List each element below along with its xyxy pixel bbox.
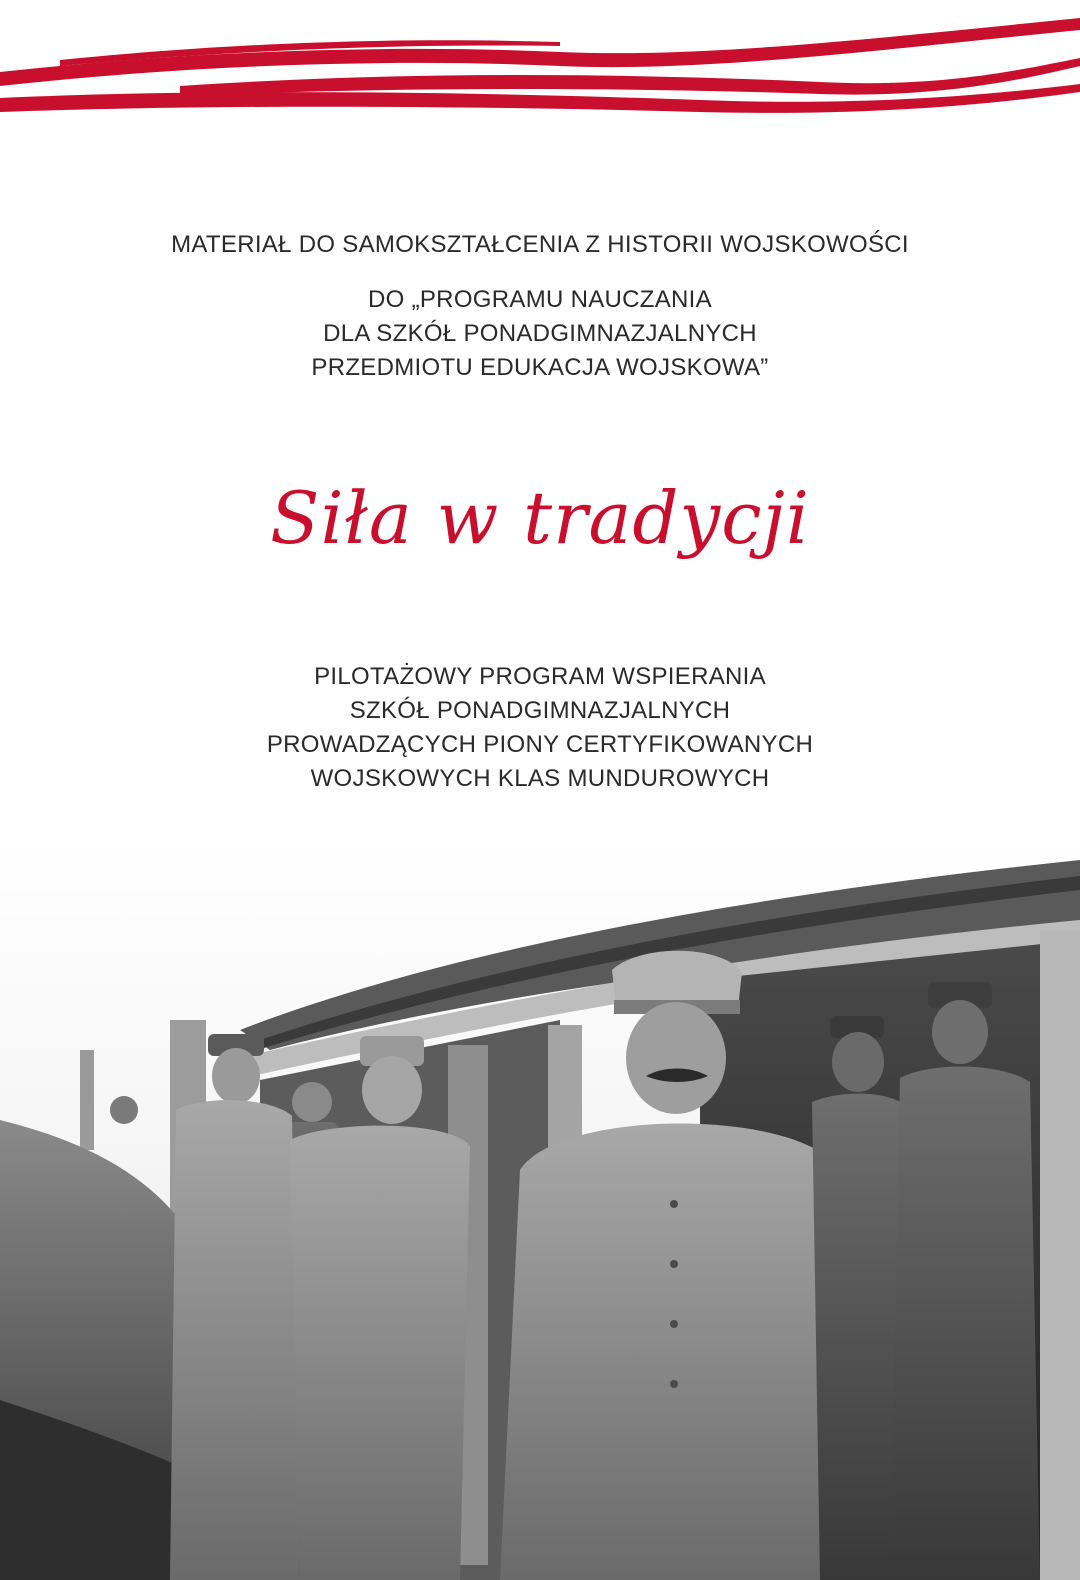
subtitle-pilot-line: SZKÓŁ PONADGIMNAZJALNYCH (349, 697, 731, 724)
subtitle-self-study-material: MATERIAŁ DO SAMOKSZTAŁCENIA Z HISTORII WOJSKOWOŚCI (171, 231, 909, 258)
photo-coat-button (670, 1380, 678, 1388)
photo-soldier-head (110, 1096, 138, 1124)
photo-soldier-body (170, 1100, 300, 1580)
photo-soldier-head (832, 1032, 884, 1092)
photo-soldier-head (932, 1000, 988, 1064)
red-ribbon-decoration (0, 0, 1080, 140)
photo-coat-button (670, 1260, 678, 1268)
photo-coat-button (670, 1200, 678, 1208)
historical-trench-photo (0, 840, 1080, 1580)
photo-soldier-head (292, 1082, 332, 1122)
subtitle-pilot-line: PILOTAŻOWY PROGRAM WSPIERANIA (314, 663, 766, 690)
photo-soldier-body (890, 1066, 1040, 1580)
subtitle-pilot-line: WOJSKOWYCH KLAS MUNDUROWYCH (310, 765, 770, 792)
subtitle-program-line: DO „PROGRAMU NAUCZANIA (368, 286, 712, 313)
photo-coat-button (670, 1320, 678, 1328)
subtitle-program-reference (0, 283, 1080, 385)
subtitle-program-line: DLA SZKÓŁ PONADGIMNAZJALNYCH (323, 320, 757, 347)
subtitle-pilot-program (0, 660, 1080, 796)
subtitle-program-line: PRZEDMIOTU EDUKACJA WOJSKOWA” (311, 354, 769, 381)
photo-officer-face (626, 1002, 726, 1114)
photo-soldier-head (212, 1048, 260, 1104)
book-title: Siła w tradycji (270, 476, 810, 560)
photo-wooden-post (1040, 930, 1080, 1580)
photo-soldier-body (290, 1126, 470, 1580)
photo-wooden-post (80, 1050, 94, 1150)
photo-soldier-head (362, 1056, 422, 1124)
photo-officer-cap (612, 951, 742, 1008)
subtitle-pilot-line: PROWADZĄCYCH PIONY CERTYFIKOWANYCH (266, 731, 814, 758)
